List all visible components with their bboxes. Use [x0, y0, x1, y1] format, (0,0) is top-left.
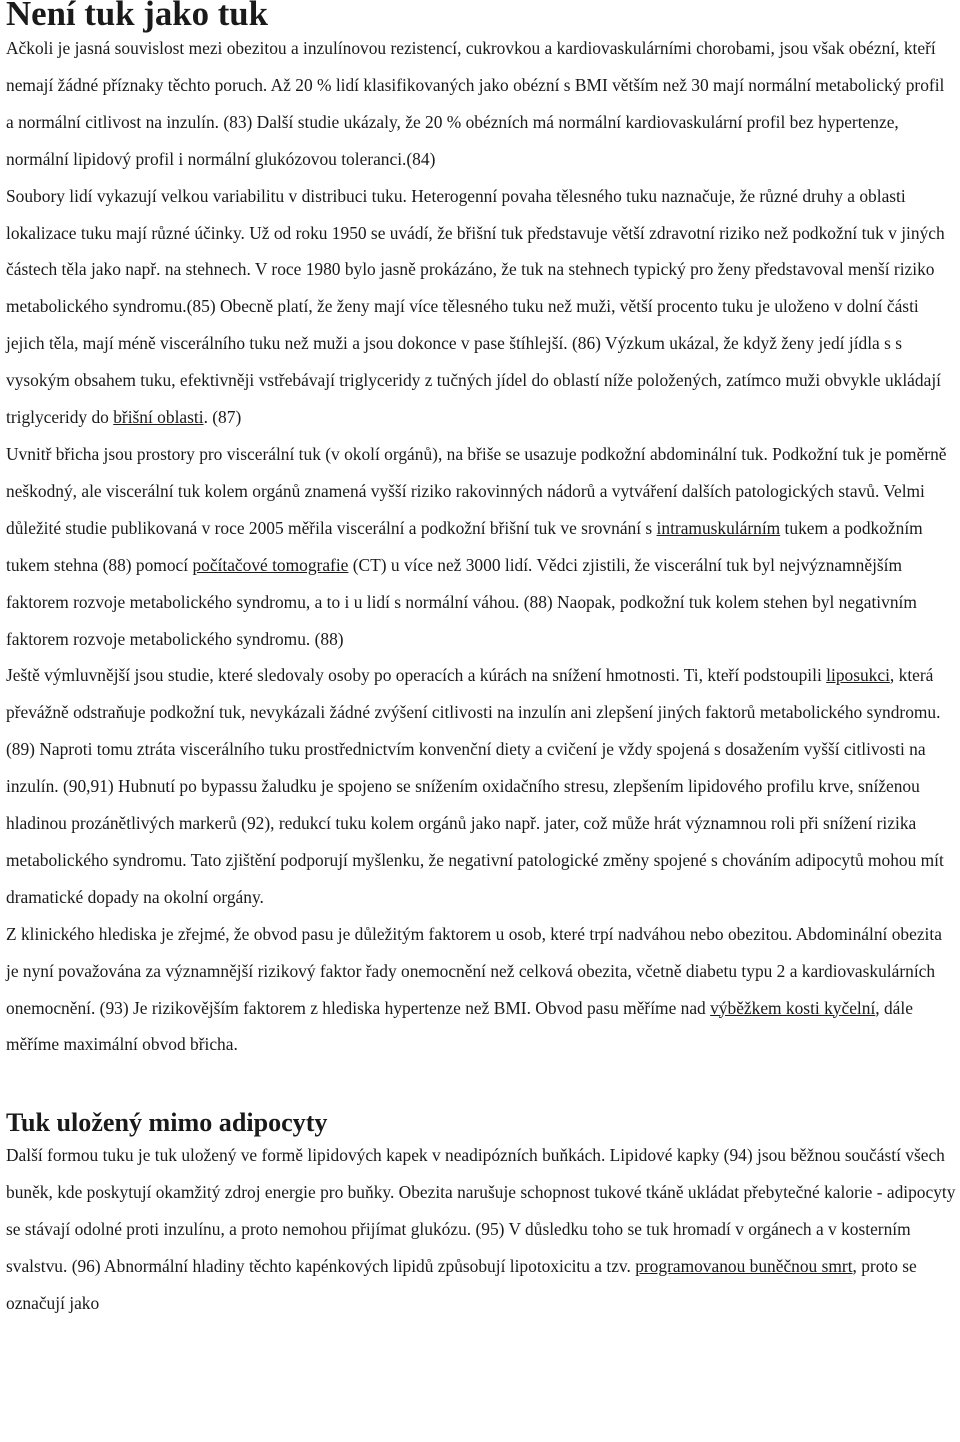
inline-link[interactable]: břišní oblasti	[113, 407, 204, 428]
document-page	[6, 0, 956, 1322]
paragraph-text: (CT) u více než 3000 lidí. Vědci zjistili, že viscerální tuk byl nejvýznamnějším faktorem rozvoje metabolického syndromu, a to i u lidí s normální váhou. (88) Naopak, podkožní tuk kolem stehen byl negativním faktorem rozvoje metabolického syndromu. (88)	[6, 554, 917, 649]
paragraph-text: , která převážně odstraňuje podkožní tuk, nevykázali žádné zvýšení citlivosti na inzulín ani zlepšení jiných faktorů metabolického syndromu. (89) Naproti tomu ztráta viscerálního tuku prostřednictvím konvenční diety a cvičení je vždy spojená s dosažením vyšší citlivosti na inzulín. (90,91) Hubnutí po bypassu žaludku je spojeno se snížením oxidačního stresu, zlepšením lipidového profilu krve, sníženou hladinou prozánětlivých markerů (92), redukcí tuku kolem orgánů jako např. jater, což může hrát významnou roli při snížení rizika metabolického syndromu. Tato zjištění podporují myšlenku, že negativní patologické změny spojené s chováním adipocytů mohou mít dramatické dopady na okolní orgány.	[6, 665, 944, 907]
paragraph-text: Uvnitř břicha jsou prostory pro viscerální tuk (v okolí orgánů), na břiše se usazuje podkožní abdominální tuk. Podkožní tuk je poměrně neškodný, ale viscerální tuk kolem orgánů znamená vyšší riziko rakovinných nádorů a vytváření dalších patologických stavů. Velmi důležité studie publikovaná v roce 2005 měřila viscerální a podkožní břišní tuk ve srovnání s	[6, 443, 947, 538]
paragraph-text: . (87)	[203, 407, 242, 428]
inline-link[interactable]: výběžkem kosti kyčelní	[710, 997, 876, 1018]
inline-link[interactable]: liposukci	[826, 665, 890, 686]
paragraph-text: Ještě výmluvnější jsou studie, které sledovaly osoby po operacích a kúrách na snížení hmotnosti. Ti, kteří podstoupili	[6, 665, 827, 686]
paragraph	[6, 178, 956, 436]
inline-link[interactable]: počítačové tomografie	[192, 554, 349, 575]
paragraph	[6, 1137, 956, 1322]
paragraph-text: Soubory lidí vykazují velkou variabilitu v distribuci tuku. Heterogenní povaha tělesného tuku naznačuje, že různé druhy a oblasti lokalizace tuku mají různé účinky. Už od roku 1950 se uvádí, že břišní tuk představuje větší zdravotní riziko než podkožní tuk v jiných částech těla jako např. na stehnech. V roce 1980 bylo jasně prokázáno, že tuk na stehnech typický pro ženy představoval menší riziko metabolického syndromu.(85) Obecně platí, že ženy mají více tělesného tuku než muži, větší procento tuku je uloženo v dolní části jejich těla, mají méně viscerálního tuku než muži a jsou dokonce v pase štíhlejší. (86) Výzkum ukázal, že když ženy jedí jídla s s vysokým obsahem tuku, efektivněji vstřebávají triglyceridy z tučných jídel do oblastí níže položených, zatímco muži obvykle ukládají triglyceridy do	[6, 185, 945, 428]
paragraph	[6, 436, 956, 657]
paragraph-text: , dále měříme maximální obvod břicha.	[6, 997, 913, 1055]
paragraph	[6, 30, 956, 178]
section-heading-not-fat-like-fat: Není tuk jako tuk	[6, 0, 269, 33]
inline-link[interactable]: programovanou buněčnou smrt	[635, 1256, 853, 1277]
section-heading-fat-outside-adipocytes: Tuk uložený mimo adipocyty	[6, 1108, 328, 1138]
paragraph	[6, 916, 956, 1064]
section-body-not-fat-like-fat	[6, 30, 956, 1063]
paragraph-text: Z klinického hlediska je zřejmé, že obvod pasu je důležitým faktorem u osob, které trpí nadváhou nebo obezitou. Abdominální obezita je nyní považována za významnější rizikový faktor řady onemocnění než celková obezita, včetně diabetu typu 2 a kardiovaskulárních onemocnění. (93) Je rizikovějším faktorem z hlediska hypertenze než BMI. Obvod pasu měříme nad	[6, 923, 942, 1018]
paragraph	[6, 657, 956, 915]
paragraph-text: , proto se označují jako	[6, 1256, 917, 1313]
section-body-fat-outside-adipocytes	[6, 1137, 956, 1322]
paragraph-text: Ačkoli je jasná souvislost mezi obezitou a inzulínovou rezistencí, cukrovkou a kardiovaskulárními chorobami, jsou však obézní, kteří nemají žádné příznaky těchto poruch. Až 20 % lidí klasifikovaných jako obézní s BMI větším než 30 mají normální metabolický profil a normální citlivost na inzulín. (83) Další studie ukázaly, že 20 % obézních má normální kardiovaskulární profil bez hypertenze, normální lipidový profil i normální glukózovou toleranci.(84)	[6, 38, 945, 169]
inline-link[interactable]: intramuskulárním	[656, 517, 781, 538]
paragraph-text: Další formou tuku je tuk uložený ve formě lipidových kapek v neadipózních buňkách. Lipidové kapky (94) jsou běžnou součástí všech buněk, kde poskytují okamžitý zdroj energie pro buňky. Obezita narušuje schopnost tukové tkáně ukládat přebytečné kalorie - adipocyty se stávají odolné proti inzulínu, a proto nemohou přijímat glukózu. (95) V důsledku toho se tuk hromadí v orgánech a v kosterním svalstvu. (96) Abnormální hladiny těchto kapénkových lipidů způsobují lipotoxicitu a tzv.	[6, 1145, 956, 1277]
paragraph-text: tukem a podkožním tukem stehna (88) pomocí	[6, 517, 923, 575]
